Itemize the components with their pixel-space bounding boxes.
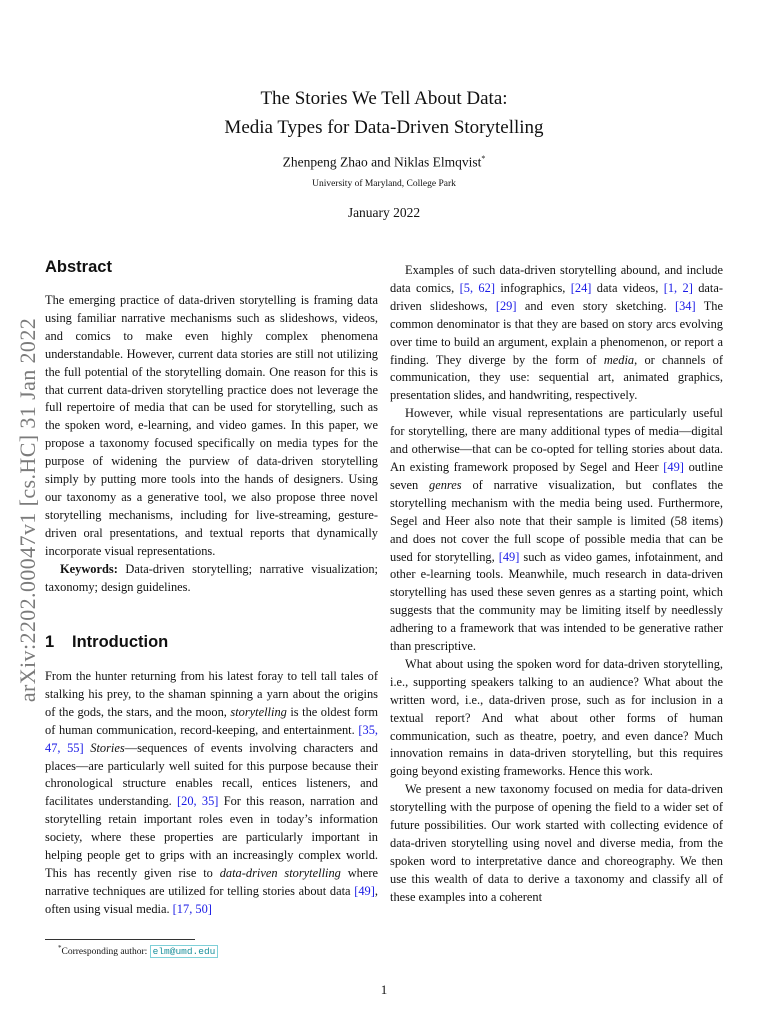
right-paragraph-3: What about using the spoken word for data-driven storytelling, i.e., supporting speakers talking to an audience? What about the written word, i.e., data-driven prose, such as for inclusion in a textual report? And what about other forms of human communication, such as theatre, poetry, and even dance? Much innovation remains in data-driven storytelling, but this requires going beyond existing frameworks. Hence this work. xyxy=(390,656,723,779)
date: January 2022 xyxy=(347,205,421,220)
footnote-mark: * xyxy=(58,944,62,952)
introduction-body xyxy=(45,668,378,919)
right-column xyxy=(390,262,723,907)
citation-link[interactable]: [35, 47, 55] xyxy=(45,722,378,755)
citation-link[interactable]: [29] xyxy=(495,298,517,313)
citation-link[interactable]: [1, 2] xyxy=(663,280,693,295)
citation-link[interactable]: [34] xyxy=(674,298,696,313)
keywords-label: Keywords: xyxy=(60,561,118,576)
abstract-heading: Abstract xyxy=(45,258,112,276)
right-paragraph-2: However, while visual representations are particularly useful for storytelling, there are many additional types of media—digital and otherwise—that can be co-opted for telling stories about data. An existing framework proposed by Segel and Heer [49] outline seven genres of narrative visualization, but conflates the storytelling mechanism with the media being used. Furthermore, Segel and Heer also note that their sample is limited (58 items) and does not cover the full scope of possible media that can be used for storytelling, [49] such as video games, infotainment, and other e-learning tools. Meanwhile, much research in data-driven storytelling has used these seven genres as a starting point, which suggests that the community may be limiting itself by needlessly adhering to a framework that was intended to be generative rather than prescriptive. xyxy=(390,406,724,654)
citation-link[interactable]: [49] xyxy=(498,549,520,564)
citation-link[interactable]: [49] xyxy=(663,459,684,474)
footnote xyxy=(58,944,218,957)
section-number: 1 xyxy=(45,633,55,651)
footnote-label: Corresponding author: xyxy=(61,947,150,958)
authors xyxy=(0,154,768,171)
arxiv-identifier-text: arXiv:2202.00047v1 [cs.HC] 31 Jan 2022 xyxy=(15,317,40,703)
abstract-text: The emerging practice of data-driven storytelling is framing data using familiar narrative mechanisms such as slideshows, videos, and comics to make even highly complex phenomena understandable. However, current data stories are still not utilizing the full potential of the storytelling domain. One reason for this is that current data-driven storytelling practice does not leverage the full repertoire of media that can be used for storytelling, such as the spoken word, e-learning, and video games. In this paper, we propose a taxonomy focused specifically on media types for the purpose of widening the purview of data-driven storytelling simply by putting more tools into the hands of designers. Using our taxonomy as a generative tool, we also propose three novel storytelling mechanisms, including for live-streaming, gesture-driven oral presentations, and textual reports that dynamically incorporate visual representations. xyxy=(45,293,378,558)
right-paragraph-4: We present a new taxonomy focused on media for data-driven storytelling with the purpose of opening the field to a wider set of future possibilities. Our work started with collecting evidence of data-driven storytelling using novel and diverse media, from the spoken word to interpretative dance and choreography. We then use this wealth of data to derive a taxonomy and classify all of these examples into a coherent xyxy=(390,782,723,904)
abstract-body xyxy=(45,292,378,596)
introduction-heading xyxy=(45,633,168,652)
section-title: Introduction xyxy=(72,633,169,651)
email-link[interactable]: elm@umd.edu xyxy=(150,945,219,958)
keywords-text: Data-driven storytelling; narrative visualization; taxonomy; design guidelines. xyxy=(45,561,378,594)
citation-link[interactable]: [20, 35] xyxy=(177,794,219,809)
paper-title xyxy=(0,84,768,142)
citation-link[interactable]: [24] xyxy=(570,280,592,295)
keywords xyxy=(45,561,378,597)
page-number: 1 xyxy=(380,982,388,997)
footnote-divider xyxy=(45,939,195,940)
title-line-1: The Stories We Tell About Data: xyxy=(260,88,508,109)
affiliation: University of Maryland, College Park xyxy=(312,179,456,189)
title-line-2: Media Types for Data-Driven Storytelling xyxy=(224,117,544,138)
citation-link[interactable]: [49] xyxy=(354,883,375,898)
author-footnote-mark[interactable]: * xyxy=(481,154,486,163)
author-names: Zhenpeng Zhao and Niklas Elmqvist xyxy=(282,154,482,170)
arxiv-identifier xyxy=(8,280,48,740)
right-paragraph-1: Examples of such data-driven storytelling abound, and include data comics, [5, 62] infographics, [24] data videos, [1, 2] data-driven slideshows, [29] and even story sketching. [34] The common denominator is that they are based on story arcs evolving over time to build an argument, explain a phenomenon, or report a finding. They diverge by the form of media, or channels of communication, they use: sequential art, animated graphics, presentation slides, and handwriting, respectively. xyxy=(390,263,724,403)
citation-link[interactable]: [5, 62] xyxy=(459,280,495,295)
citation-link[interactable]: [17, 50] xyxy=(172,901,212,916)
intro-paragraph-1: From the hunter returning from his latest foray to tell tall tales of stalking his prey, to the shaman spinning a yarn about the origins of the gods, the stars, and the moon, storytelling is the oldest form of human communication, record-keeping, and entertainment. [35, 47, 55] Stories—sequences of events involving characters and places—are particularly well suited for this purpose because their chronological structure enables recall, entices listeners, and facilitates understanding. [20, 35] For this reason, narration and storytelling retain important roles even in today’s information society, where these properties are particularly important in helping people get to grips with an increasingly complex world. This has recently given rise to data-driven storytelling where narrative techniques are utilized for telling stories about data [49], often using visual media. [17, 50] xyxy=(45,669,378,916)
